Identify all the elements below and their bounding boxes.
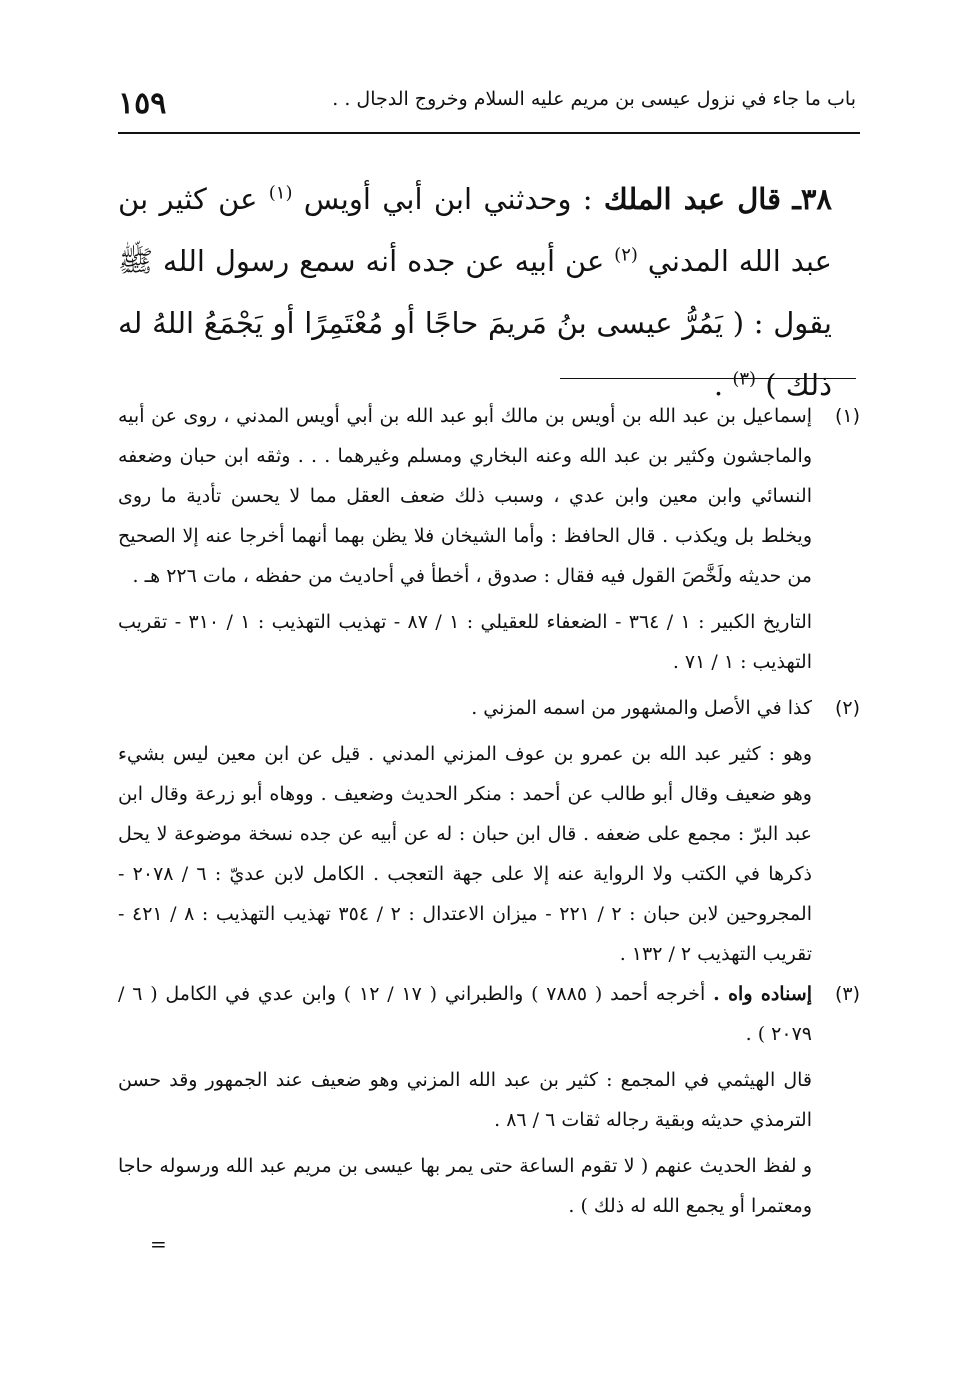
footnote-paragraph: وهو : كثير عبد الله بن عمرو بن عوف المزني المدني . قيل عن ابن معين ليس بشيء وهو ضعيف وقال أبو طالب عن أحمد : منكر الحديث وضعيف . ووهاه أبو زرعة وقال ابن عبد البرّ : مجمع على ضعفه . قال ابن حبان : له عن أبيه عن جده نسخة موضوعة لا يحل ذكرها في الكتب ولا الرواية عنه إلا على جهة التعجب . الكامل لابن عديّ : ٦ / ٢٠٧٨ - المجروحين لابن حبان : ٢ / ٢٢١ - ميزان الاعتدال : ٢ / ٣٥٤ تهذيب التهذيب : ٨ / ٤٢١ - تقريب التهذيب ٢ / ١٣٢ .	[118, 743, 813, 965]
footnote-marker: (٢)	[834, 697, 860, 719]
footnote-paragraph: قال الهيثمي في المجمع : كثير بن عبد الله المزني وهو ضعيف عند الجمهور وقد حسن الترمذي حديثه وبقية رجاله ثقات ٦ / ٨٦ .	[118, 1069, 812, 1131]
footnotes	[118, 396, 860, 1226]
footnote-separator	[560, 378, 856, 379]
footnote-paragraph: التاريخ الكبير : ١ / ٣٦٤ - الضعفاء للعقيلي : ١ / ٨٧ - تهذيب التهذيب : ١ / ٣١٠ - تقريب التهذيب : ١ / ٧١ .	[118, 611, 813, 673]
footnote-marker: (٣)	[834, 983, 860, 1005]
footnote-2	[118, 688, 860, 974]
hadith-text-part: عن أبيه عن جده أنه سمع رسول الله ﷺ يقول : ( يَمُرُّ عيسى بنُ مَريمَ حاجًا أو مُعْتَمِرًا أو يَجْمَعُ اللهُ له ذلك )	[118, 244, 832, 402]
footnote-ref-2: (٢)	[614, 244, 638, 266]
hadith-text-part: : وحدثني ابن أبي أويس	[292, 182, 604, 216]
hadith-text-part: عن كثير بن عبد الله المدني	[118, 182, 832, 278]
footnote-text: أخرجه أحمد ( ٧٨٨٥ ) والطبراني ( ١٧ / ١٢ ) وابن عدي في الكامل ( ٦ / ٢٠٧٩ ) .	[118, 983, 812, 1045]
page-number: ١٥٩	[118, 86, 167, 121]
hadith-number: ٣٨ـ	[792, 182, 832, 216]
footnote-ref-1: (١)	[268, 182, 293, 204]
footnote-paragraph: إسماعيل بن عبد الله بن أويس بن مالك أبو عبد الله بن أبي أويس المدني ، روى عن أبيه والماجشون وكثير بن عبد الله وعنه البخاري ومسلم وغيرهما . . . وثقه ابن حبان وضعفه النسائي وابن معين وابن عدي ، وسبب ذلك ضعف العقل مما لا يحسن تأدية ما روى ويخلط بل ويكذب . قال الحافظ : وأما الشيخان فلا يظن بهما أنهما أخرجا عنه إلا الصحيح من حديثه ولَخَّصَ القول فيه فقال : صدوق ، أخطأ في أحاديث من حفظه ، مات ٢٢٦ هـ .	[118, 405, 812, 587]
continuation-mark: =	[150, 1232, 167, 1256]
hadith-speaker: قال عبد الملك	[603, 182, 782, 216]
footnote-paragraph: و لفظ الحديث عنهم ( لا تقوم الساعة حتى يمر بها عيسى بن مريم عبد الله ورسوله حاجا ومعتمرا أو يجمع الله له ذلك ) .	[118, 1155, 812, 1217]
header-rule	[118, 132, 860, 134]
footnote-3	[118, 974, 860, 1226]
hadith-text-part: .	[713, 368, 733, 402]
footnote-lead: إسناده واه .	[713, 983, 813, 1005]
footnote-paragraph	[118, 974, 812, 1054]
page-header	[118, 78, 860, 128]
running-title: باب ما جاء في نزول عيسى بن مريم عليه السلام وخروج الدجال . .	[332, 88, 856, 110]
footnote-1	[118, 396, 860, 682]
footnote-paragraph: كذا في الأصل والمشهور من اسمه المزني .	[471, 697, 812, 719]
footnote-marker: (١)	[834, 405, 860, 427]
footnote-ref-3: (٣)	[732, 368, 757, 390]
